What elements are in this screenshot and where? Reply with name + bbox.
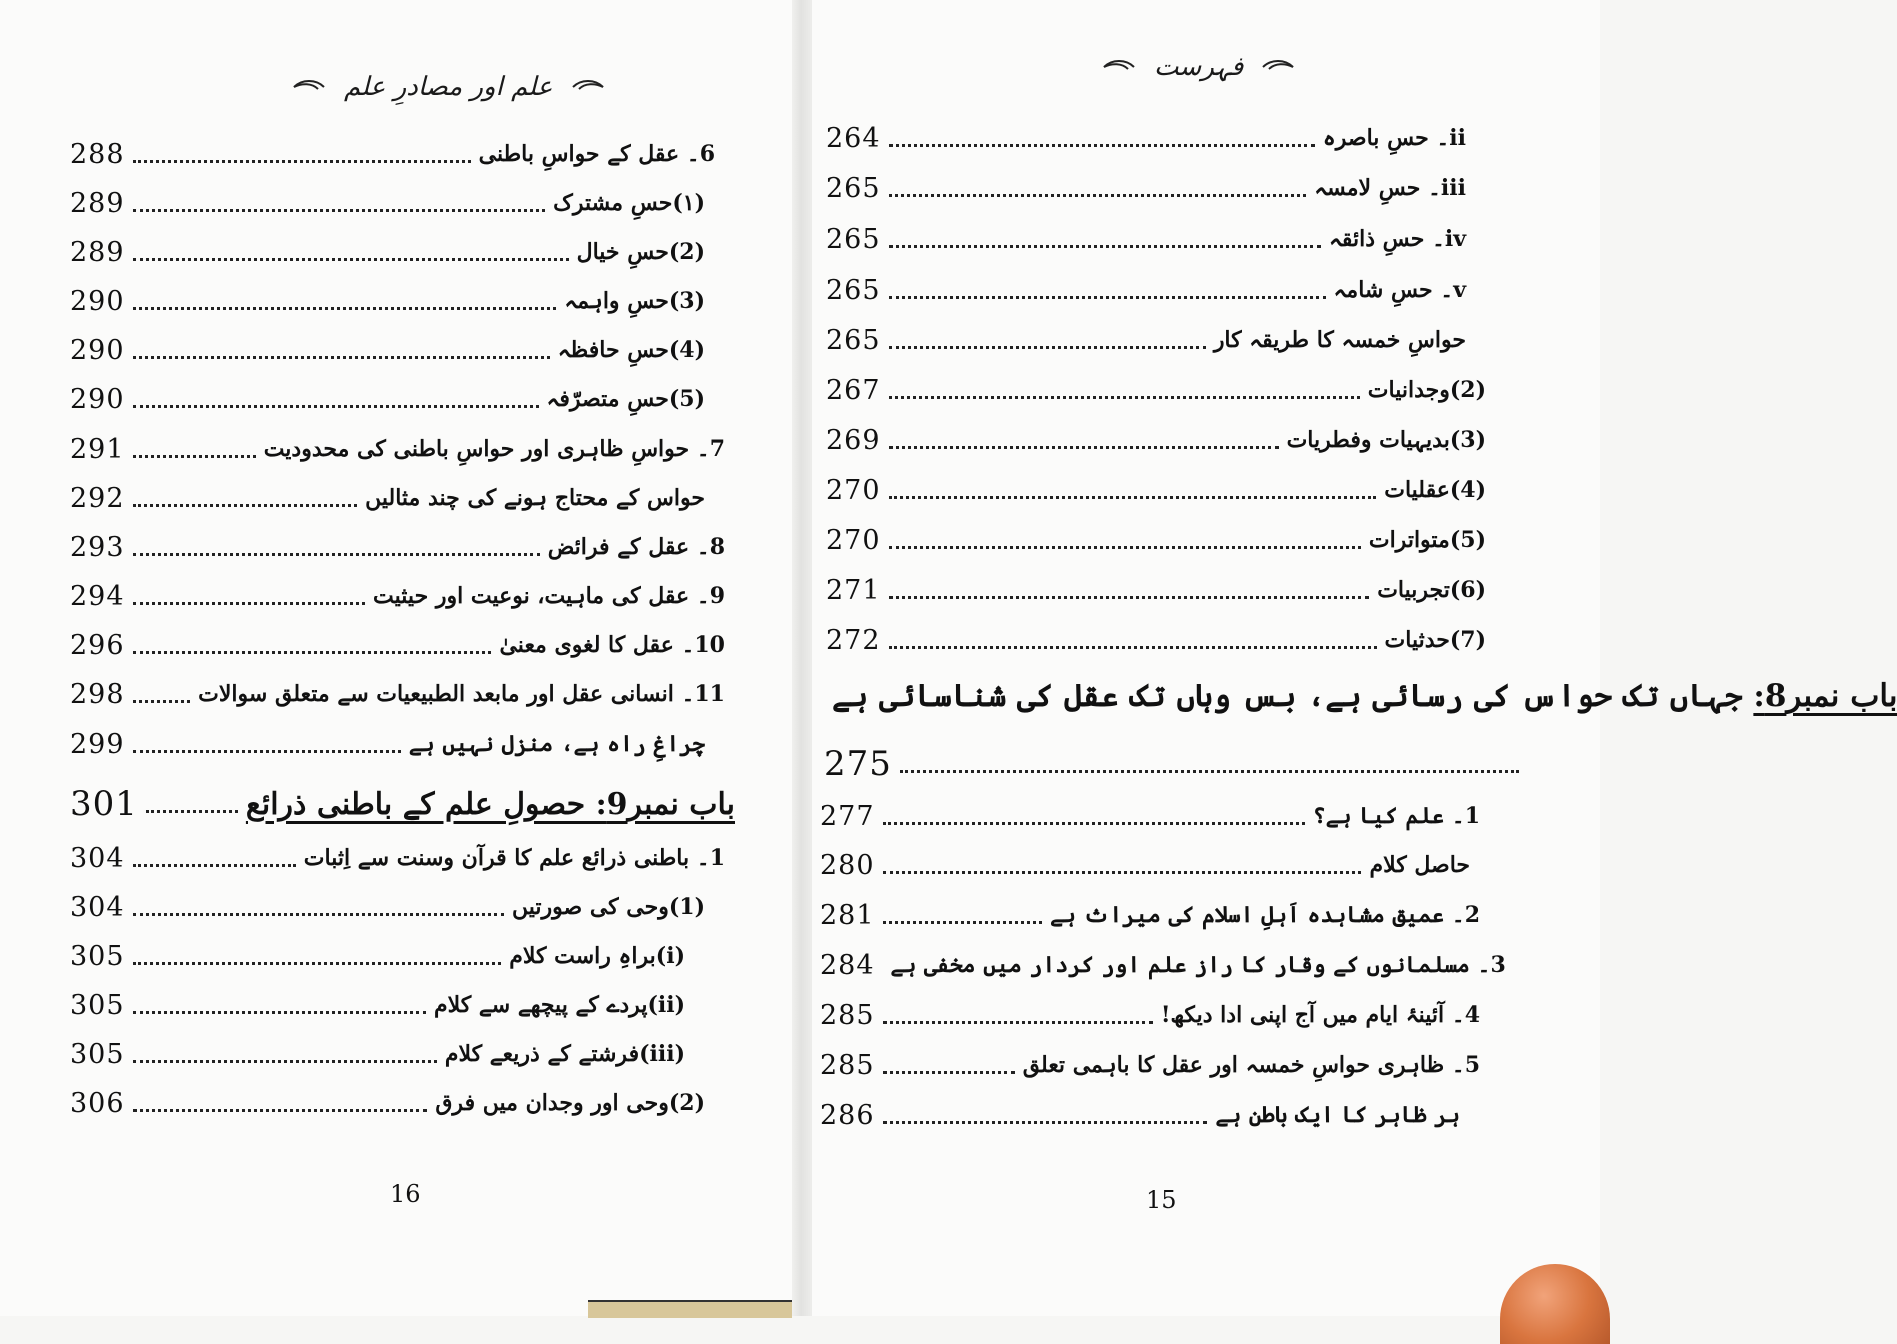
- toc-page-number: 299: [70, 728, 125, 760]
- toc-page-number: 284: [820, 949, 875, 981]
- toc-title: iii۔ حسِ لامسہ: [1314, 175, 1466, 201]
- book-gutter: [792, 0, 812, 1316]
- toc-page-number: 298: [70, 678, 125, 710]
- toc-title: 10۔ عقل کا لغوی معنیٰ: [499, 632, 725, 658]
- toc-entry[interactable]: [826, 420, 1486, 460]
- dot-leader: [146, 810, 238, 813]
- toc-page-number: 270: [826, 474, 881, 506]
- toc-entry[interactable]: [70, 281, 705, 321]
- dot-leader: [133, 504, 358, 507]
- toc-title: (4)حسِ حافظہ: [557, 337, 705, 363]
- toc-page-number: 288: [70, 138, 125, 170]
- dot-leader: [883, 822, 1305, 825]
- toc-entry[interactable]: [70, 724, 705, 764]
- toc-page-number: 285: [820, 999, 875, 1031]
- dot-leader: [889, 546, 1361, 549]
- flourish-icon: [1102, 59, 1136, 75]
- dot-leader: [133, 750, 401, 753]
- dot-leader: [133, 1011, 426, 1014]
- toc-title: (6)تجربیات: [1377, 577, 1486, 603]
- dot-leader: [133, 553, 540, 556]
- toc-page-number: 290: [70, 383, 125, 415]
- toc-page-number: 270: [826, 524, 881, 556]
- dot-leader: [889, 596, 1370, 599]
- toc-entry[interactable]: [70, 379, 705, 419]
- toc-entry[interactable]: [70, 183, 705, 223]
- toc-page-number: 264: [826, 122, 881, 154]
- page-number-footer: 15: [1146, 1186, 1177, 1214]
- toc-title: ii۔ حسِ باصرہ: [1322, 125, 1466, 151]
- toc-chapter-page-row[interactable]: [824, 740, 1519, 788]
- toc-title: 9۔ عقل کی ماہیت، نوعیت اور حیثیت: [373, 583, 725, 609]
- chapter-title: باب نمبر9: حصولِ علم کے باطنی ذرائع: [245, 786, 735, 822]
- dot-leader: [133, 455, 256, 458]
- dot-leader: [133, 864, 296, 867]
- toc-page-number: 265: [826, 324, 881, 356]
- toc-page-number: 289: [70, 236, 125, 268]
- dot-leader: [133, 913, 504, 916]
- toc-title: (4)عقلیات: [1384, 477, 1486, 503]
- running-head-text: فہرست: [1154, 52, 1244, 82]
- dot-leader: [133, 962, 502, 965]
- toc-page-number: 280: [820, 849, 875, 881]
- toc-title: (5)حسِ متصرّفہ: [546, 386, 705, 412]
- toc-page-number: 290: [70, 285, 125, 317]
- toc-page-number: 269: [826, 424, 881, 456]
- toc-entry[interactable]: [826, 470, 1486, 510]
- dot-leader: [889, 245, 1321, 248]
- right-page: [812, 0, 1897, 1316]
- toc-title: حاصل کلام: [1369, 852, 1470, 878]
- flourish-icon: [1261, 59, 1295, 75]
- toc-title: (3)بدیہیات وفطریات: [1286, 427, 1486, 453]
- chapter-title: جہاں تک حواس کی رسائی ہے، بس وہاں تک عقل کی شناسائی ہے: [832, 678, 1743, 714]
- toc-title: چراغِ راہ ہے، منزل نہیں ہے: [408, 731, 705, 757]
- toc-entry[interactable]: [826, 320, 1466, 360]
- flourish-icon: [571, 79, 605, 95]
- toc-title: (7)حدثیات: [1384, 627, 1486, 653]
- toc-entry[interactable]: [70, 1034, 685, 1074]
- corner-object: [1500, 1264, 1610, 1344]
- dot-leader: [133, 651, 492, 654]
- chapter-heading[interactable]: [832, 678, 1897, 714]
- toc-title: (5)متواترات: [1368, 527, 1486, 553]
- left-page: [0, 0, 792, 1316]
- dot-leader: [889, 646, 1377, 649]
- toc-title: 6۔ عقل کے حواسِ باطنی: [478, 141, 715, 167]
- toc-entry[interactable]: [70, 576, 725, 616]
- toc-entry[interactable]: [70, 232, 705, 272]
- toc-title: iv۔ حسِ ذائقہ: [1328, 226, 1466, 252]
- toc-title: ہر ظاہر کا ایک باطن ہے: [1215, 1102, 1460, 1128]
- dot-leader: [133, 307, 557, 310]
- toc-entry[interactable]: [70, 838, 725, 878]
- running-head-left: [292, 72, 605, 102]
- dot-leader: [889, 144, 1315, 147]
- toc-title: حواس کے محتاج ہونے کی چند مثالیں: [365, 485, 705, 511]
- toc-page-number: 305: [70, 1038, 125, 1070]
- toc-entry[interactable]: [826, 270, 1466, 310]
- dot-leader: [883, 871, 1362, 874]
- page-number-footer: 16: [390, 1180, 421, 1208]
- toc-entry[interactable]: [820, 796, 1480, 836]
- dot-leader: [889, 194, 1307, 197]
- toc-entry[interactable]: [70, 330, 705, 370]
- dot-leader: [883, 1021, 1153, 1024]
- toc-entry[interactable]: [70, 429, 725, 469]
- toc-title: (۱)حسِ مشترک: [553, 190, 705, 216]
- toc-page-number: 306: [70, 1087, 125, 1119]
- toc-page-number: 296: [70, 629, 125, 661]
- toc-entry[interactable]: [70, 527, 725, 567]
- toc-page-number: 305: [70, 989, 125, 1021]
- toc-page-number: 294: [70, 580, 125, 612]
- toc-entry[interactable]: [70, 674, 725, 714]
- toc-title: (2)وجدانیات: [1367, 377, 1486, 403]
- toc-page-number: 292: [70, 482, 125, 514]
- toc-entry[interactable]: [826, 370, 1486, 410]
- toc-entry[interactable]: [826, 168, 1466, 208]
- toc-title: (i)براہِ راست کلام: [509, 943, 685, 969]
- toc-title: (ii)پردے کے پیچھے سے کلام: [433, 992, 685, 1018]
- toc-page-number: 281: [820, 899, 875, 931]
- toc-page-number: 267: [826, 374, 881, 406]
- toc-page-number: 304: [70, 842, 125, 874]
- toc-page-number: 272: [826, 624, 881, 656]
- dot-leader: [883, 1071, 1015, 1074]
- toc-entry[interactable]: [826, 118, 1466, 158]
- toc-title: (3)حسِ واہمہ: [564, 288, 705, 314]
- toc-entry[interactable]: [826, 620, 1486, 660]
- dot-leader: [133, 602, 366, 605]
- toc-page-number: 286: [820, 1099, 875, 1131]
- toc-title: 2۔ عمیق مشاہدہ اَہلِ اسلام کی میراث ہے: [1050, 902, 1480, 928]
- toc-title: (2)وحی اور وجدان میں فرق: [435, 1090, 705, 1116]
- toc-entry[interactable]: [70, 625, 725, 665]
- dot-leader: [133, 258, 569, 261]
- chapter-label: باب نمبر8:: [1753, 678, 1897, 714]
- toc-title: 4۔ آئینۂ ایام میں آج اپنی ادا دیکھ!: [1160, 1002, 1480, 1028]
- dot-leader: [900, 770, 1519, 773]
- toc-page-number: 265: [826, 274, 881, 306]
- toc-title: حواسِ خمسہ کا طریقہ کار: [1213, 327, 1466, 353]
- toc-entry[interactable]: [820, 895, 1480, 935]
- toc-entry[interactable]: [826, 219, 1466, 259]
- toc-page-number: 289: [70, 187, 125, 219]
- toc-entry[interactable]: [70, 985, 685, 1025]
- toc-entry[interactable]: [820, 995, 1480, 1035]
- toc-page-number: 301: [70, 784, 138, 824]
- dot-leader: [133, 209, 546, 212]
- dot-leader: [889, 296, 1326, 299]
- dot-leader: [133, 700, 191, 703]
- toc-title: 8۔ عقل کے فرائض: [547, 534, 725, 560]
- toc-page-number: 275: [824, 744, 892, 784]
- toc-chapter-entry[interactable]: [70, 780, 735, 828]
- dot-leader: [889, 396, 1360, 399]
- dot-leader: [883, 921, 1043, 924]
- toc-entry[interactable]: [70, 478, 705, 518]
- flourish-icon: [292, 79, 326, 95]
- toc-title: 5۔ ظاہری حواسِ خمسہ اور عقل کا باہمی تعلق: [1022, 1052, 1480, 1078]
- toc-entry[interactable]: [826, 570, 1486, 610]
- toc-page-number: 290: [70, 334, 125, 366]
- dot-leader: [133, 1109, 428, 1112]
- dot-leader: [133, 405, 539, 408]
- toc-title: v۔ حسِ شامہ: [1333, 277, 1466, 303]
- toc-page-number: 293: [70, 531, 125, 563]
- toc-title: 1۔ علم کیا ہے؟: [1312, 803, 1480, 829]
- toc-entry[interactable]: [70, 1083, 705, 1123]
- toc-page-number: 265: [826, 172, 881, 204]
- toc-entry[interactable]: [820, 845, 1470, 885]
- running-head-text: علم اور مصادرِ علم: [344, 72, 553, 102]
- toc-entry[interactable]: [70, 887, 705, 927]
- toc-page-number: 277: [820, 800, 875, 832]
- toc-title: (1)وحی کی صورتیں: [511, 894, 705, 920]
- dot-leader: [889, 496, 1377, 499]
- toc-entry[interactable]: [70, 134, 715, 174]
- dot-leader: [883, 1121, 1208, 1124]
- dot-leader: [133, 160, 471, 163]
- toc-title: 3۔ مسلمانوں کے وقار کا راز علم اور کردار میں مخفی ہے: [890, 952, 1506, 978]
- toc-title: 11۔ انسانی عقل اور مابعد الطبیعیات سے متعلق سوالات: [198, 681, 725, 707]
- dot-leader: [133, 1060, 437, 1063]
- toc-entry[interactable]: [820, 1045, 1480, 1085]
- toc-entry[interactable]: [820, 945, 1506, 985]
- dot-leader: [133, 356, 550, 359]
- toc-page-number: 304: [70, 891, 125, 923]
- toc-title: 7۔ حواسِ ظاہری اور حواسِ باطنی کی محدودیت: [263, 436, 725, 462]
- toc-title: (iii)فرشتے کے ذریعے کلام: [444, 1041, 685, 1067]
- toc-page-number: 291: [70, 433, 125, 465]
- running-head-right: [1102, 52, 1295, 82]
- toc-title: (2)حسِ خیال: [576, 239, 705, 265]
- toc-entry[interactable]: [820, 1095, 1460, 1135]
- toc-page-number: 305: [70, 940, 125, 972]
- toc-page-number: 265: [826, 223, 881, 255]
- toc-page-number: 271: [826, 574, 881, 606]
- book-edge: [588, 1300, 792, 1318]
- dot-leader: [889, 446, 1279, 449]
- toc-entry[interactable]: [826, 520, 1486, 560]
- toc-title: 1۔ باطنی ذرائع علم کا قرآن وسنت سے اِثبات: [303, 845, 725, 871]
- dot-leader: [889, 346, 1206, 349]
- toc-page-number: 285: [820, 1049, 875, 1081]
- toc-entry[interactable]: [70, 936, 685, 976]
